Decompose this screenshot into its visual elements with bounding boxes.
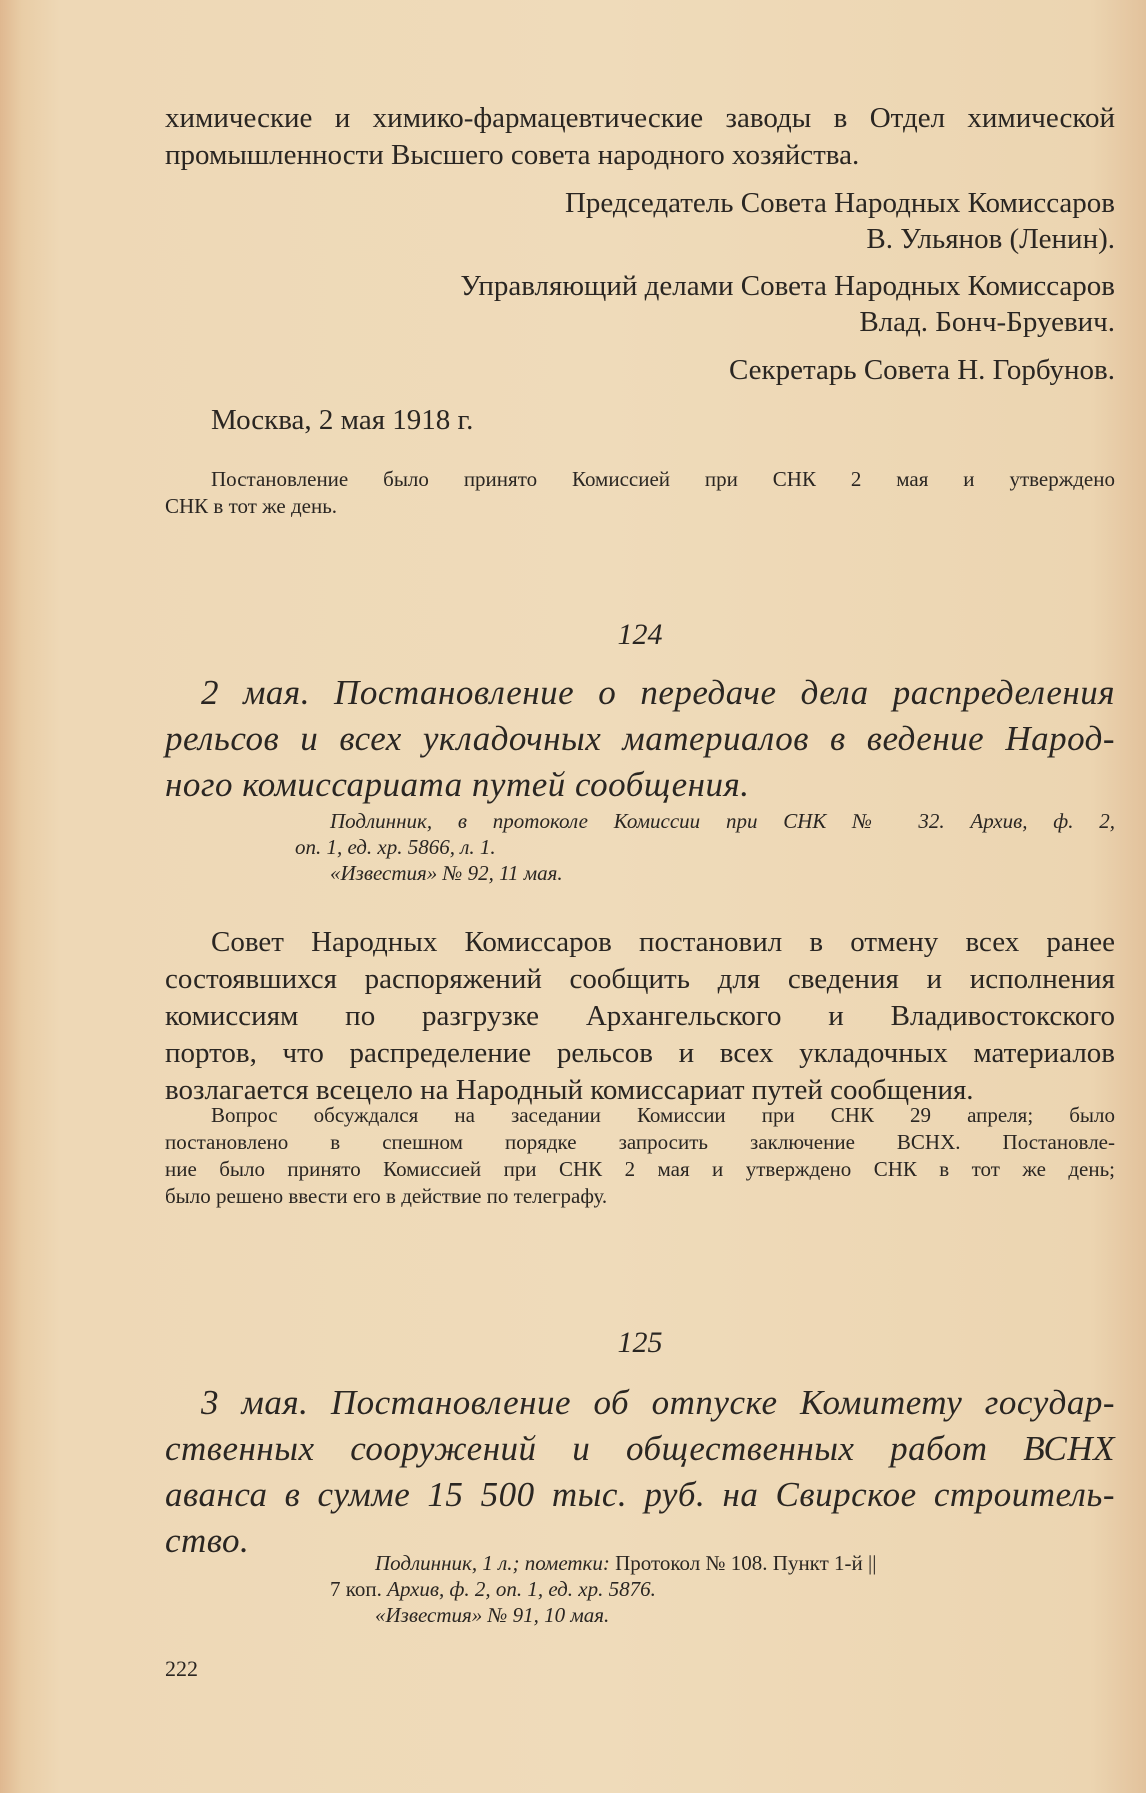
note-line: Вопрос обсуждался на заседании Комиссии при СНК 29 апреля; было [211, 1103, 1115, 1127]
signature-chairman [565, 185, 1115, 257]
doc-125-number: 125 [617, 1326, 663, 1359]
doc-125-title [165, 1380, 1115, 1564]
source-upright: 7 коп. [330, 1577, 382, 1601]
source-line: «Известия» № 92, 11 мая. [330, 861, 563, 885]
doc-124-source [295, 808, 1115, 886]
title-line: 2 мая. Постановление о передаче дела распределения [201, 673, 1115, 712]
note-line: было решено ввести его в действие по телеграфу. [165, 1184, 608, 1208]
note-1 [165, 466, 1115, 520]
doc-124-body [165, 924, 1115, 1109]
source-line: Подлинник, в протоколе Комиссии при СНК № 32. Архив, ф. 2, [330, 809, 1115, 833]
source-line [330, 1576, 1115, 1602]
text-line: промышленности Высшего совета народного хозяйства. [165, 139, 860, 171]
continuation-text [165, 100, 1115, 174]
source-line [375, 1550, 1115, 1576]
source-line: «Известия» № 91, 10 мая. [375, 1603, 610, 1627]
page-number: 222 [165, 1656, 198, 1681]
signature-manager [460, 268, 1115, 340]
body-line: возлагается всецело на Народный комиссариат путей сообщения. [165, 1074, 974, 1106]
body-line: Совет Народных Комиссаров постановил в отмену всех ранее [211, 926, 1115, 958]
body-line: состоявшихся распоряжений сообщить для сведения и исполнения [165, 963, 1115, 995]
body-line: портов, что распределение рельсов и всех укладочных материалов [165, 1037, 1115, 1069]
title-line: рельсов и всех укладочных материалов в ведение Народ- [165, 719, 1115, 758]
doc-124-number: 124 [617, 618, 663, 651]
title-line: ного комиссариата путей сообщения. [165, 765, 750, 804]
text-line: химические и химико-фармацевтические заводы в Отдел химической [165, 102, 1115, 134]
body-line: комиссиям по разгрузке Архангельского и Владивостокского [165, 1000, 1115, 1032]
note-line: СНК в тот же день. [165, 494, 338, 518]
source-upright: Протокол № 108. Пункт 1-й || [615, 1551, 877, 1575]
manager-title: Управляющий делами Совета Народных Комиссаров [460, 270, 1115, 302]
doc-125-source [330, 1550, 1115, 1628]
note-line: ние было принято Комиссией при СНК 2 мая и утверждено СНК в тот же день; [165, 1157, 1115, 1181]
note-line: постановлено в спешном порядке запросить заключение ВСНХ. Постановле- [165, 1130, 1115, 1154]
title-line: 3 мая. Постановление об отпуске Комитету государ- [201, 1383, 1115, 1422]
chairman-name: В. Ульянов (Ленин). [866, 223, 1115, 255]
source-line: оп. 1, ед. хр. 5866, л. 1. [295, 835, 496, 859]
place-date: Москва, 2 мая 1918 г. [211, 404, 474, 436]
title-line: ственных сооружений и общественных работ ВСНХ [165, 1429, 1115, 1468]
title-line: ство. [165, 1521, 250, 1560]
source-italic: Подлинник, 1 л.; пометки: [375, 1551, 610, 1575]
chairman-title: Председатель Совета Народных Комиссаров [564, 187, 1115, 219]
page-content [165, 0, 1115, 1793]
note-line: Постановление было принято Комиссией при СНК 2 мая и утверждено [211, 467, 1115, 491]
doc-124-note [165, 1102, 1115, 1210]
doc-124-title [165, 670, 1115, 808]
title-line: аванса в сумме 15 500 тыс. руб. на Свирское строитель- [165, 1475, 1115, 1514]
manager-name: Влад. Бонч-Бруевич. [859, 306, 1115, 338]
signature-secretary: Секретарь Совета Н. Горбунов. [728, 354, 1115, 386]
source-italic: Архив, ф. 2, оп. 1, ед. хр. 5876. [387, 1577, 656, 1601]
